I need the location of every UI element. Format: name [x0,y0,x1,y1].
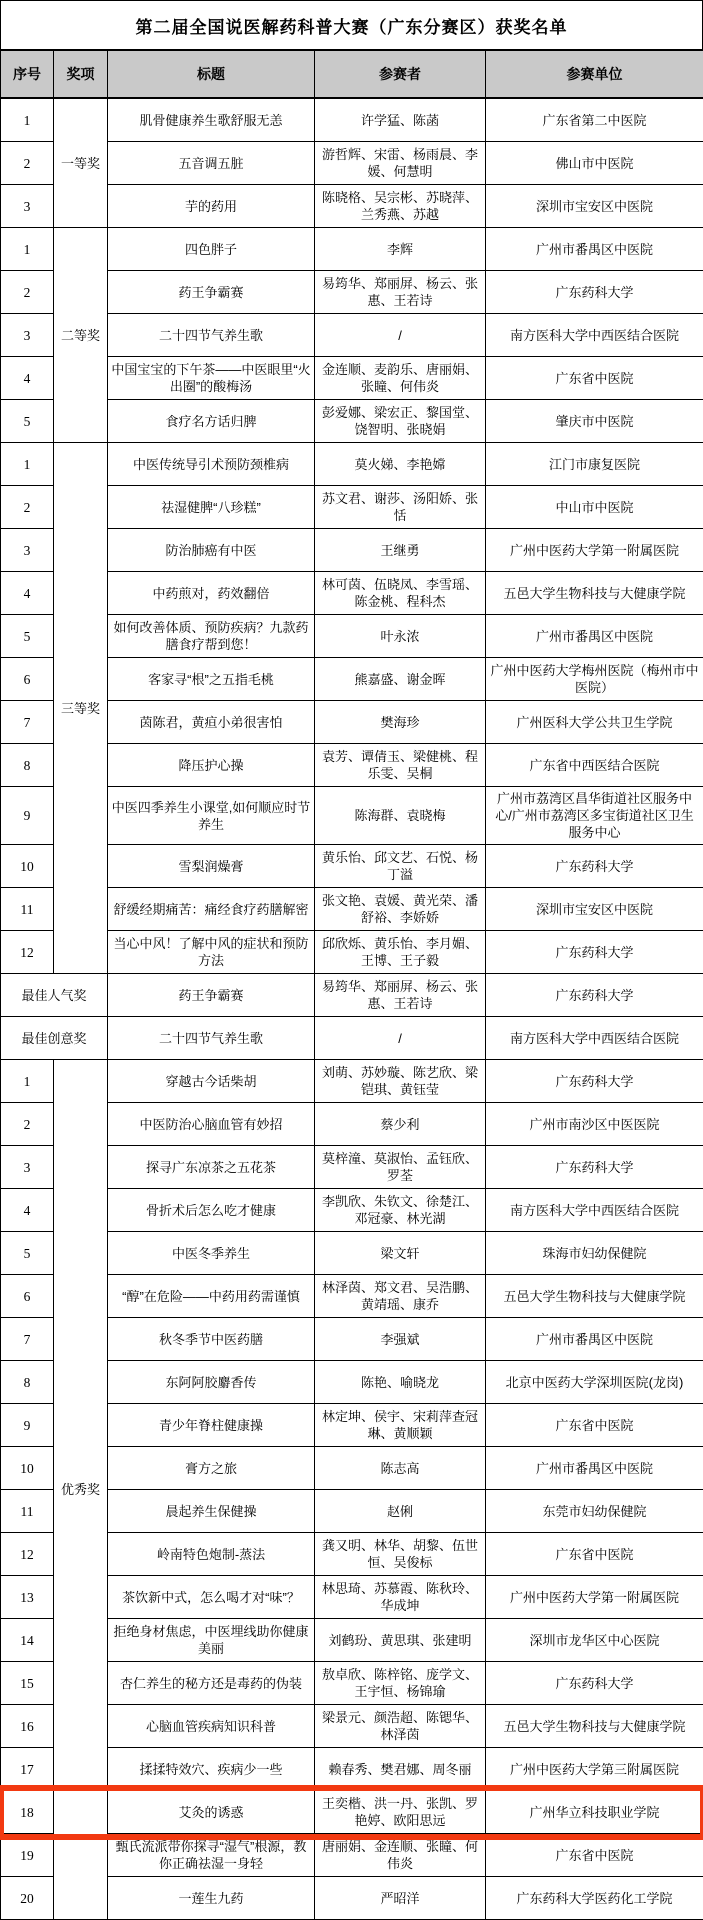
row-number: 9 [1,787,54,845]
table-row [1,98,703,142]
row-number: 11 [1,1490,54,1533]
row-number: 1 [1,228,54,271]
participants: 刘萌、苏妙璇、陈艺欣、梁铠琪、黄钰莹 [315,1060,486,1103]
table-row [1,974,703,1017]
award-cell-merged: 最佳创意奖 [1,1017,108,1060]
participants: 叶永浓 [315,615,486,658]
entry-title: 如何改善体质、预防疾病？九款药膳食疗帮到您！ [108,615,315,658]
page-title: 第二届全国说医解药科普大赛（广东分赛区）获奖名单 [0,0,703,49]
row-number: 13 [1,1576,54,1619]
row-number: 8 [1,1361,54,1404]
entry-title: 膏方之旅 [108,1447,315,1490]
row-number: 4 [1,1189,54,1232]
entry-title: 穿越古今话柴胡 [108,1060,315,1103]
participants: / [315,1017,486,1060]
entry-title: 杏仁养生的秘方还是毒药的伪装 [108,1662,315,1705]
unit: 广州市番禺区中医院 [486,615,703,658]
table-row [1,443,703,486]
participants: 樊海珍 [315,701,486,744]
entry-title: 二十四节气养生歌 [108,314,315,357]
unit: 广东药科大学 [486,271,703,314]
entry-title: 茵陈君，黄疸小弟很害怕 [108,701,315,744]
entry-title: 舒缓经期痛苦：痛经食疗药膳解密 [108,888,315,931]
participants: 莫梓潼、莫淑怡、孟钰欣、罗荃 [315,1146,486,1189]
entry-title: 四色胖子 [108,228,315,271]
unit: 广东省中医院 [486,1404,703,1447]
unit: 广州市番禺区中医院 [486,228,703,271]
unit: 深圳市宝安区中医院 [486,185,703,228]
unit: 广东省中西医结合医院 [486,744,703,787]
participants: 龚又明、林华、胡黎、伍世恒、吴俊标 [315,1533,486,1576]
row-number: 4 [1,357,54,400]
entry-title: 中国宝宝的下午茶——中医眼里“火出圈”的酸梅汤 [108,357,315,400]
unit: 广东药科大学 [486,845,703,888]
unit: 五邑大学生物科技与大健康学院 [486,572,703,615]
entry-title: 肌骨健康养生歌舒服无恙 [108,98,315,142]
entry-title: 秋冬季节中医药膳 [108,1318,315,1361]
row-number: 5 [1,1232,54,1275]
row-number: 10 [1,845,54,888]
entry-title: “醇”在危险——中药用药需谨慎 [108,1275,315,1318]
entry-title: 艾灸的诱惑 [108,1791,315,1834]
unit: 广州市南沙区中医医院 [486,1103,703,1146]
row-number: 17 [1,1748,54,1791]
row-number: 7 [1,1318,54,1361]
participants: 李凯欣、朱钦文、徐楚江、邓冠豪、林光湖 [315,1189,486,1232]
unit: 广东省中医院 [486,1834,703,1877]
participants: 易筠华、郑丽屏、杨云、张惠、王若诗 [315,974,486,1017]
entry-title: 药王争霸赛 [108,974,315,1017]
row-number: 12 [1,931,54,974]
row-number: 12 [1,1533,54,1576]
row-number: 6 [1,658,54,701]
unit: 广州市番禺区中医院 [486,1447,703,1490]
participants: 邱欣烁、黄乐怡、李月媚、王博、王子毅 [315,931,486,974]
unit: 佛山市中医院 [486,142,703,185]
row-number: 8 [1,744,54,787]
participants: 李辉 [315,228,486,271]
entry-title: 中医防治心脑血管有妙招 [108,1103,315,1146]
row-number: 1 [1,98,54,142]
row-number: 3 [1,314,54,357]
unit: 广州中医药大学第三附属医院 [486,1748,703,1791]
entry-title: 芋的药用 [108,185,315,228]
row-number: 5 [1,615,54,658]
entry-title: 当心中风！了解中风的症状和预防方法 [108,931,315,974]
entry-title: 药王争霸赛 [108,271,315,314]
entry-title: 客家寻“根”之五指毛桃 [108,658,315,701]
participants: 莫火娣、李艳嫦 [315,443,486,486]
unit: 广州医科大学公共卫生学院 [486,701,703,744]
participants: 陈艳、喻晓龙 [315,1361,486,1404]
participants: 梁景元、颜浩超、陈锶华、林泽茵 [315,1705,486,1748]
unit: 广东药科大学 [486,974,703,1017]
row-number: 2 [1,486,54,529]
entry-title: 甄氏流派带你探寻“湿气”根源，教你正确祛湿一身轻 [108,1834,315,1877]
entry-title: 降压护心操 [108,744,315,787]
row-number: 11 [1,888,54,931]
header-row [1,50,703,98]
unit: 广州华立科技职业学院 [486,1791,703,1834]
participants: 林泽茵、郑文君、吴浩鹏、黄靖瑶、康乔 [315,1275,486,1318]
column-header-award: 奖项 [54,50,108,98]
unit: 广州中医药大学第一附属医院 [486,1576,703,1619]
entry-title: 防治肺癌有中医 [108,529,315,572]
participants: 陈志高 [315,1447,486,1490]
entry-title: 茶饮新中式，怎么喝才对“味”？ [108,1576,315,1619]
entry-title: 中医冬季养生 [108,1232,315,1275]
unit: 深圳市宝安区中医院 [486,888,703,931]
unit: 广东药科大学 [486,1662,703,1705]
participants: 易筠华、郑丽屏、杨云、张惠、王若诗 [315,271,486,314]
entry-title: 探寻广东凉茶之五花茶 [108,1146,315,1189]
table-row [1,1017,703,1060]
unit: 肇庆市中医院 [486,400,703,443]
unit: 广东药科大学 [486,931,703,974]
row-number: 1 [1,1060,54,1103]
unit: 南方医科大学中西医结合医院 [486,1189,703,1232]
participants: 蔡少利 [315,1103,486,1146]
participants: 林思琦、苏慕霞、陈秋玲、华成坤 [315,1576,486,1619]
unit: 广州中医药大学第一附属医院 [486,529,703,572]
row-number: 9 [1,1404,54,1447]
awards-table [0,49,703,1920]
entry-title: 中医四季养生小课堂,如何顺应时节养生 [108,787,315,845]
participants: 彭爱娜、梁宏正、黎国堂、饶智明、张晓娟 [315,400,486,443]
row-number: 14 [1,1619,54,1662]
entry-title: 骨折术后怎么吃才健康 [108,1189,315,1232]
award-cell: 一等奖 [54,98,108,228]
unit: 广州市荔湾区昌华街道社区服务中心/广州市荔湾区多宝街道社区卫生服务中心 [486,787,703,845]
participants: 熊嘉盛、谢金晖 [315,658,486,701]
unit: 东莞市妇幼保健院 [486,1490,703,1533]
unit: 江门市康复医院 [486,443,703,486]
participants: 敖卓欣、陈梓铭、庞学文、王宇恒、杨锦瑜 [315,1662,486,1705]
table-row [1,228,703,271]
participants: 张文艳、袁媛、黄光荣、潘舒裕、李娇娇 [315,888,486,931]
row-number: 3 [1,185,54,228]
entry-title: 食疗名方话归脾 [108,400,315,443]
participants: 袁芳、谭倩玉、梁健桃、程乐雯、吴桐 [315,744,486,787]
unit: 广东省中医院 [486,357,703,400]
row-number: 7 [1,701,54,744]
entry-title: 祛湿健脾“八珍糕” [108,486,315,529]
unit: 广州中医药大学梅州医院（梅州市中医院） [486,658,703,701]
table-row [1,1060,703,1103]
unit: 五邑大学生物科技与大健康学院 [486,1705,703,1748]
participants: 黄乐怡、邱文艺、石悦、杨丁溢 [315,845,486,888]
award-cell: 三等奖 [54,443,108,974]
participants: 林可茵、伍晓凤、李雪瑶、陈金桃、程科杰 [315,572,486,615]
row-number: 15 [1,1662,54,1705]
entry-title: 岭南特色炮制-蒸法 [108,1533,315,1576]
participants: 梁文轩 [315,1232,486,1275]
unit: 广东药科大学医药化工学院 [486,1877,703,1920]
column-header-no: 序号 [1,50,54,98]
entry-title: 一莲生九药 [108,1877,315,1920]
unit: 广东药科大学 [486,1060,703,1103]
unit: 珠海市妇幼保健院 [486,1232,703,1275]
row-number: 10 [1,1447,54,1490]
participants: 王继勇 [315,529,486,572]
row-number: 19 [1,1834,54,1877]
unit: 深圳市龙华区中心医院 [486,1619,703,1662]
row-number: 5 [1,400,54,443]
unit: 广东省第二中医院 [486,98,703,142]
entry-title: 五音调五脏 [108,142,315,185]
unit: 中山市中医院 [486,486,703,529]
column-header-participants: 参赛者 [315,50,486,98]
participants: 严昭洋 [315,1877,486,1920]
entry-title: 拒绝身材焦虑，中医埋线助你健康美丽 [108,1619,315,1662]
unit: 南方医科大学中西医结合医院 [486,1017,703,1060]
participants: 许学猛、陈菡 [315,98,486,142]
participants: 陈海群、袁晓梅 [315,787,486,845]
row-number: 16 [1,1705,54,1748]
row-number: 6 [1,1275,54,1318]
row-number: 3 [1,529,54,572]
row-number: 2 [1,1103,54,1146]
participants: / [315,314,486,357]
row-number: 4 [1,572,54,615]
entry-title: 揉揉特效穴、疾病少一些 [108,1748,315,1791]
row-number: 18 [1,1791,54,1834]
awards-table-body [1,98,703,1920]
row-number: 2 [1,271,54,314]
participants: 林定坤、侯宇、宋莉萍查冠琳、黄顺颖 [315,1404,486,1447]
entry-title: 晨起养生保健操 [108,1490,315,1533]
row-number: 1 [1,443,54,486]
entry-title: 雪梨润燥膏 [108,845,315,888]
unit: 广东药科大学 [486,1146,703,1189]
participants: 王奕楷、洪一丹、张凯、罗艳婷、欧阳思远 [315,1791,486,1834]
entry-title: 心脑血管疾病知识科普 [108,1705,315,1748]
participants: 苏文君、谢莎、汤阳娇、张恬 [315,486,486,529]
participants: 陈晓格、吴宗彬、苏晓萍、兰秀燕、苏越 [315,185,486,228]
column-header-unit: 参赛单位 [486,50,703,98]
award-cell: 二等奖 [54,228,108,443]
participants: 赖春秀、樊君娜、周冬丽 [315,1748,486,1791]
entry-title: 中药煎对，药效翻倍 [108,572,315,615]
row-number: 3 [1,1146,54,1189]
participants: 金连顺、麦韵乐、唐丽娟、张瞳、何伟炎 [315,357,486,400]
column-header-title: 标题 [108,50,315,98]
entry-title: 二十四节气养生歌 [108,1017,315,1060]
participants: 唐丽娟、金连顺、张瞳、何伟炎 [315,1834,486,1877]
entry-title: 青少年脊柱健康操 [108,1404,315,1447]
row-number: 20 [1,1877,54,1920]
participants: 李强斌 [315,1318,486,1361]
entry-title: 东阿阿胶麝香传 [108,1361,315,1404]
participants: 刘鹤玢、黄思琪、张建明 [315,1619,486,1662]
unit: 广东省中医院 [486,1533,703,1576]
award-cell: 优秀奖 [54,1060,108,1920]
participants: 赵俐 [315,1490,486,1533]
entry-title: 中医传统导引术预防颈椎病 [108,443,315,486]
unit: 五邑大学生物科技与大健康学院 [486,1275,703,1318]
row-number: 2 [1,142,54,185]
unit: 南方医科大学中西医结合医院 [486,314,703,357]
unit: 广州市番禺区中医院 [486,1318,703,1361]
award-cell-merged: 最佳人气奖 [1,974,108,1017]
unit: 北京中医药大学深圳医院(龙岗) [486,1361,703,1404]
participants: 游哲辉、宋雷、杨雨晨、李媛、何慧明 [315,142,486,185]
